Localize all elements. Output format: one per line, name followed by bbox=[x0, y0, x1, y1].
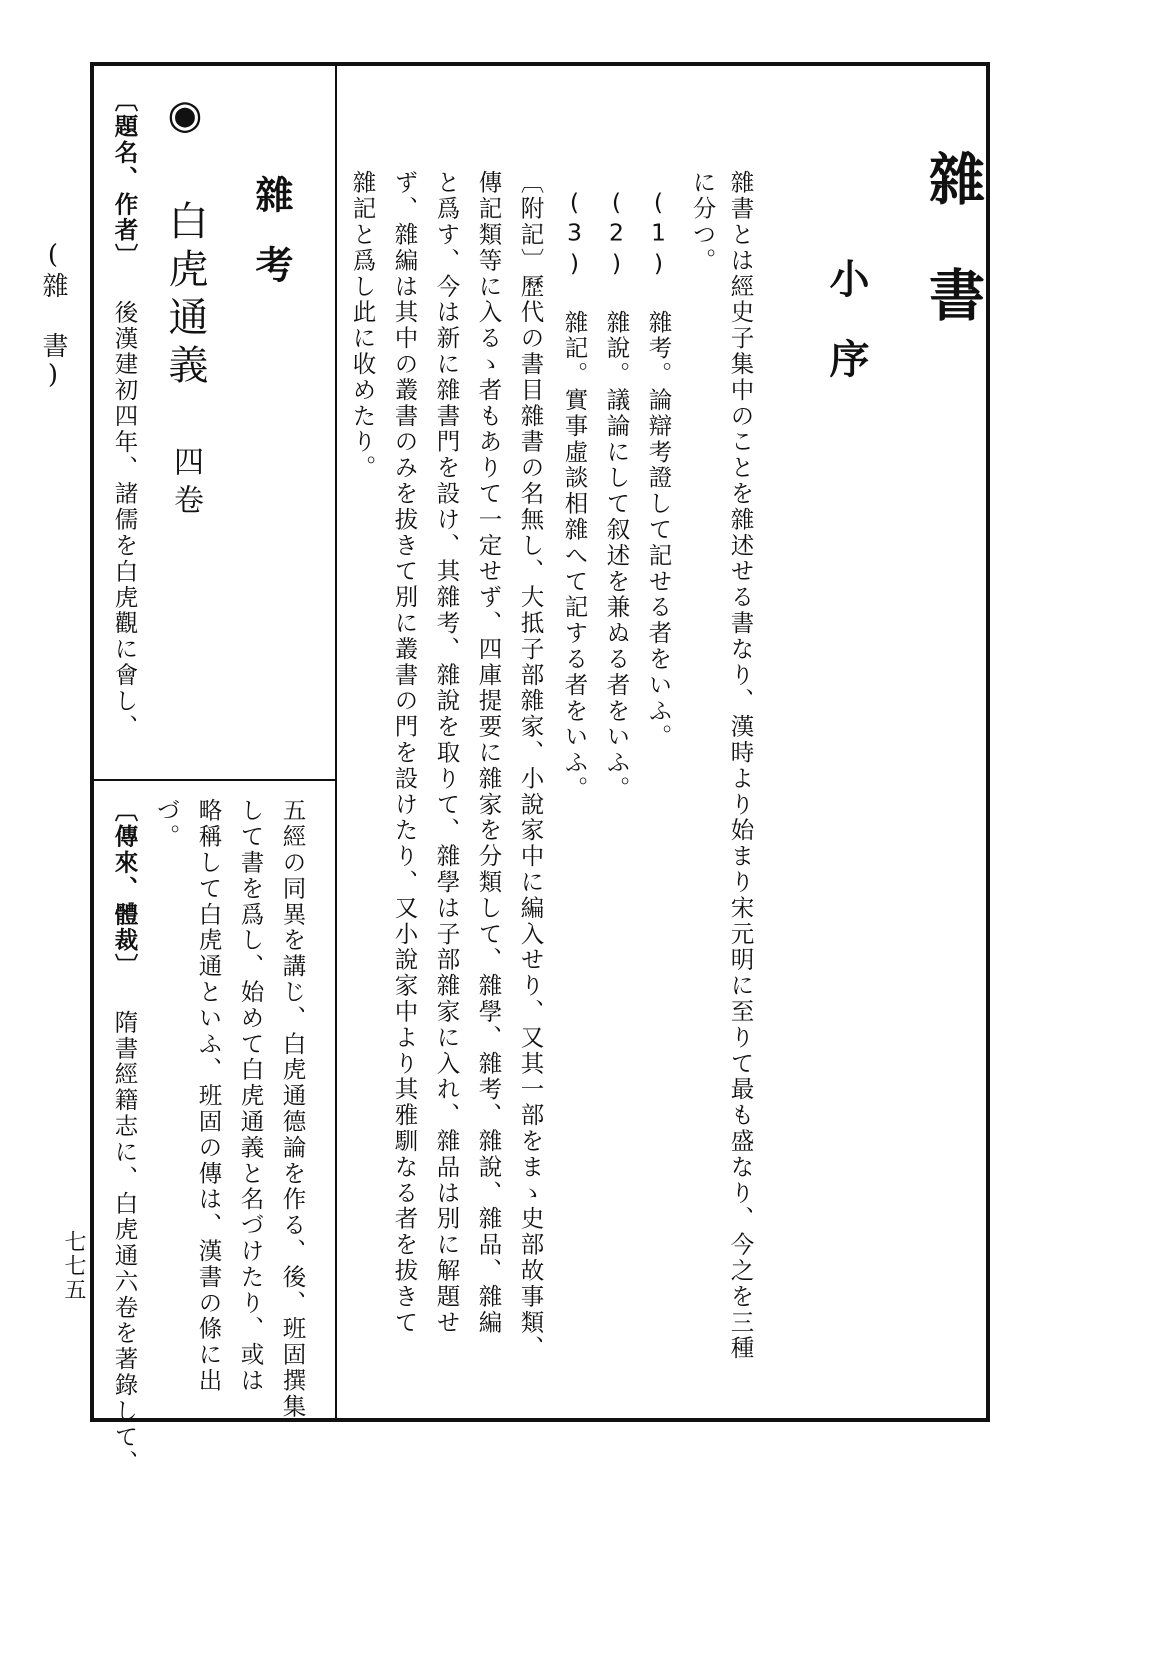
section-heading: 雜考 bbox=[249, 175, 294, 315]
entry-volumes: 四卷 bbox=[168, 446, 203, 522]
type-item-3 bbox=[560, 188, 589, 802]
type-text: 雜說。議論にして叙述を兼ぬる者をいふ。 bbox=[602, 309, 631, 802]
author-tag: 〔題名、作者〕 bbox=[110, 88, 139, 270]
author-cont-3: 略稱して白虎通といふ、班固の傳は、漢書の條に出 bbox=[194, 798, 223, 1394]
entry-divider bbox=[94, 779, 335, 781]
bullet-icon: ◉ bbox=[162, 92, 208, 146]
note-line-1: 〔附記〕歷代の書目雜書の名無し、大抵子部雜家、小說家中に編入せり、又其一部をまゝ史部故事類、 bbox=[516, 170, 545, 1362]
note-line-4: ず、雜編は其中の叢書のみを拔きて別に叢書の門を設けたり、又小說家中より其雅馴なる者を拔きて bbox=[390, 170, 419, 1336]
note-line-3: と爲す、今は新に雜書門を設け、其雜考、雜說を取りて、雜學は子部雜家に入れ、雜品は別に解題せ bbox=[432, 170, 461, 1336]
author-cont-2: して書を爲し、始めて白虎通義と名づけたり、或は bbox=[236, 798, 265, 1394]
transmission-text: 隋書經籍志に、白虎通六卷を著錄して、 bbox=[110, 1009, 139, 1476]
note-line-5: 雜記と爲し此に收めたり。 bbox=[348, 170, 377, 481]
type-text: 雜記。實事虛談相雜へて記する者をいふ。 bbox=[560, 309, 589, 802]
transmission-tag: 〔傳來、體裁〕 bbox=[110, 798, 139, 980]
running-header: (雜 書) bbox=[38, 240, 68, 392]
type-item-1 bbox=[644, 188, 673, 750]
note-line-2: 傳記類等に入るゝ者もありて一定せず、四庫提要に雜家を分類して、雜學、雜考、雜說、雜品、雜編 bbox=[474, 170, 503, 1336]
author-cont-1: 五經の同異を講じ、白虎通德論を作る、後、班固撰集 bbox=[278, 798, 307, 1420]
type-marker: (1) bbox=[644, 188, 673, 280]
entry-title-text: 白虎通義 bbox=[162, 200, 208, 392]
type-item-2 bbox=[602, 188, 631, 802]
page-number: 七七五 bbox=[61, 1230, 86, 1302]
author-text: 後漢建初四年、諸儒を白虎觀に會し、 bbox=[110, 299, 139, 741]
author-cont-4: づ。 bbox=[152, 798, 181, 850]
transmission-line bbox=[110, 798, 139, 1476]
type-marker: (2) bbox=[602, 188, 631, 280]
type-text: 雜考。論辯考證して記せる者をいふ。 bbox=[644, 309, 673, 750]
entry-title bbox=[162, 92, 208, 522]
page-title: 雜書 bbox=[920, 150, 986, 382]
column-divider bbox=[335, 66, 337, 1418]
intro-line-2: に分つ。 bbox=[688, 170, 717, 274]
author-line bbox=[110, 88, 139, 741]
section-subtitle: 小序 bbox=[823, 258, 870, 418]
intro-line-1: 雜書とは經史子集中のことを雜述せる書なり、漢時より始まり宋元明に至りて最も盛なり、今之を三種 bbox=[726, 170, 755, 1362]
type-marker: (3) bbox=[560, 188, 589, 280]
